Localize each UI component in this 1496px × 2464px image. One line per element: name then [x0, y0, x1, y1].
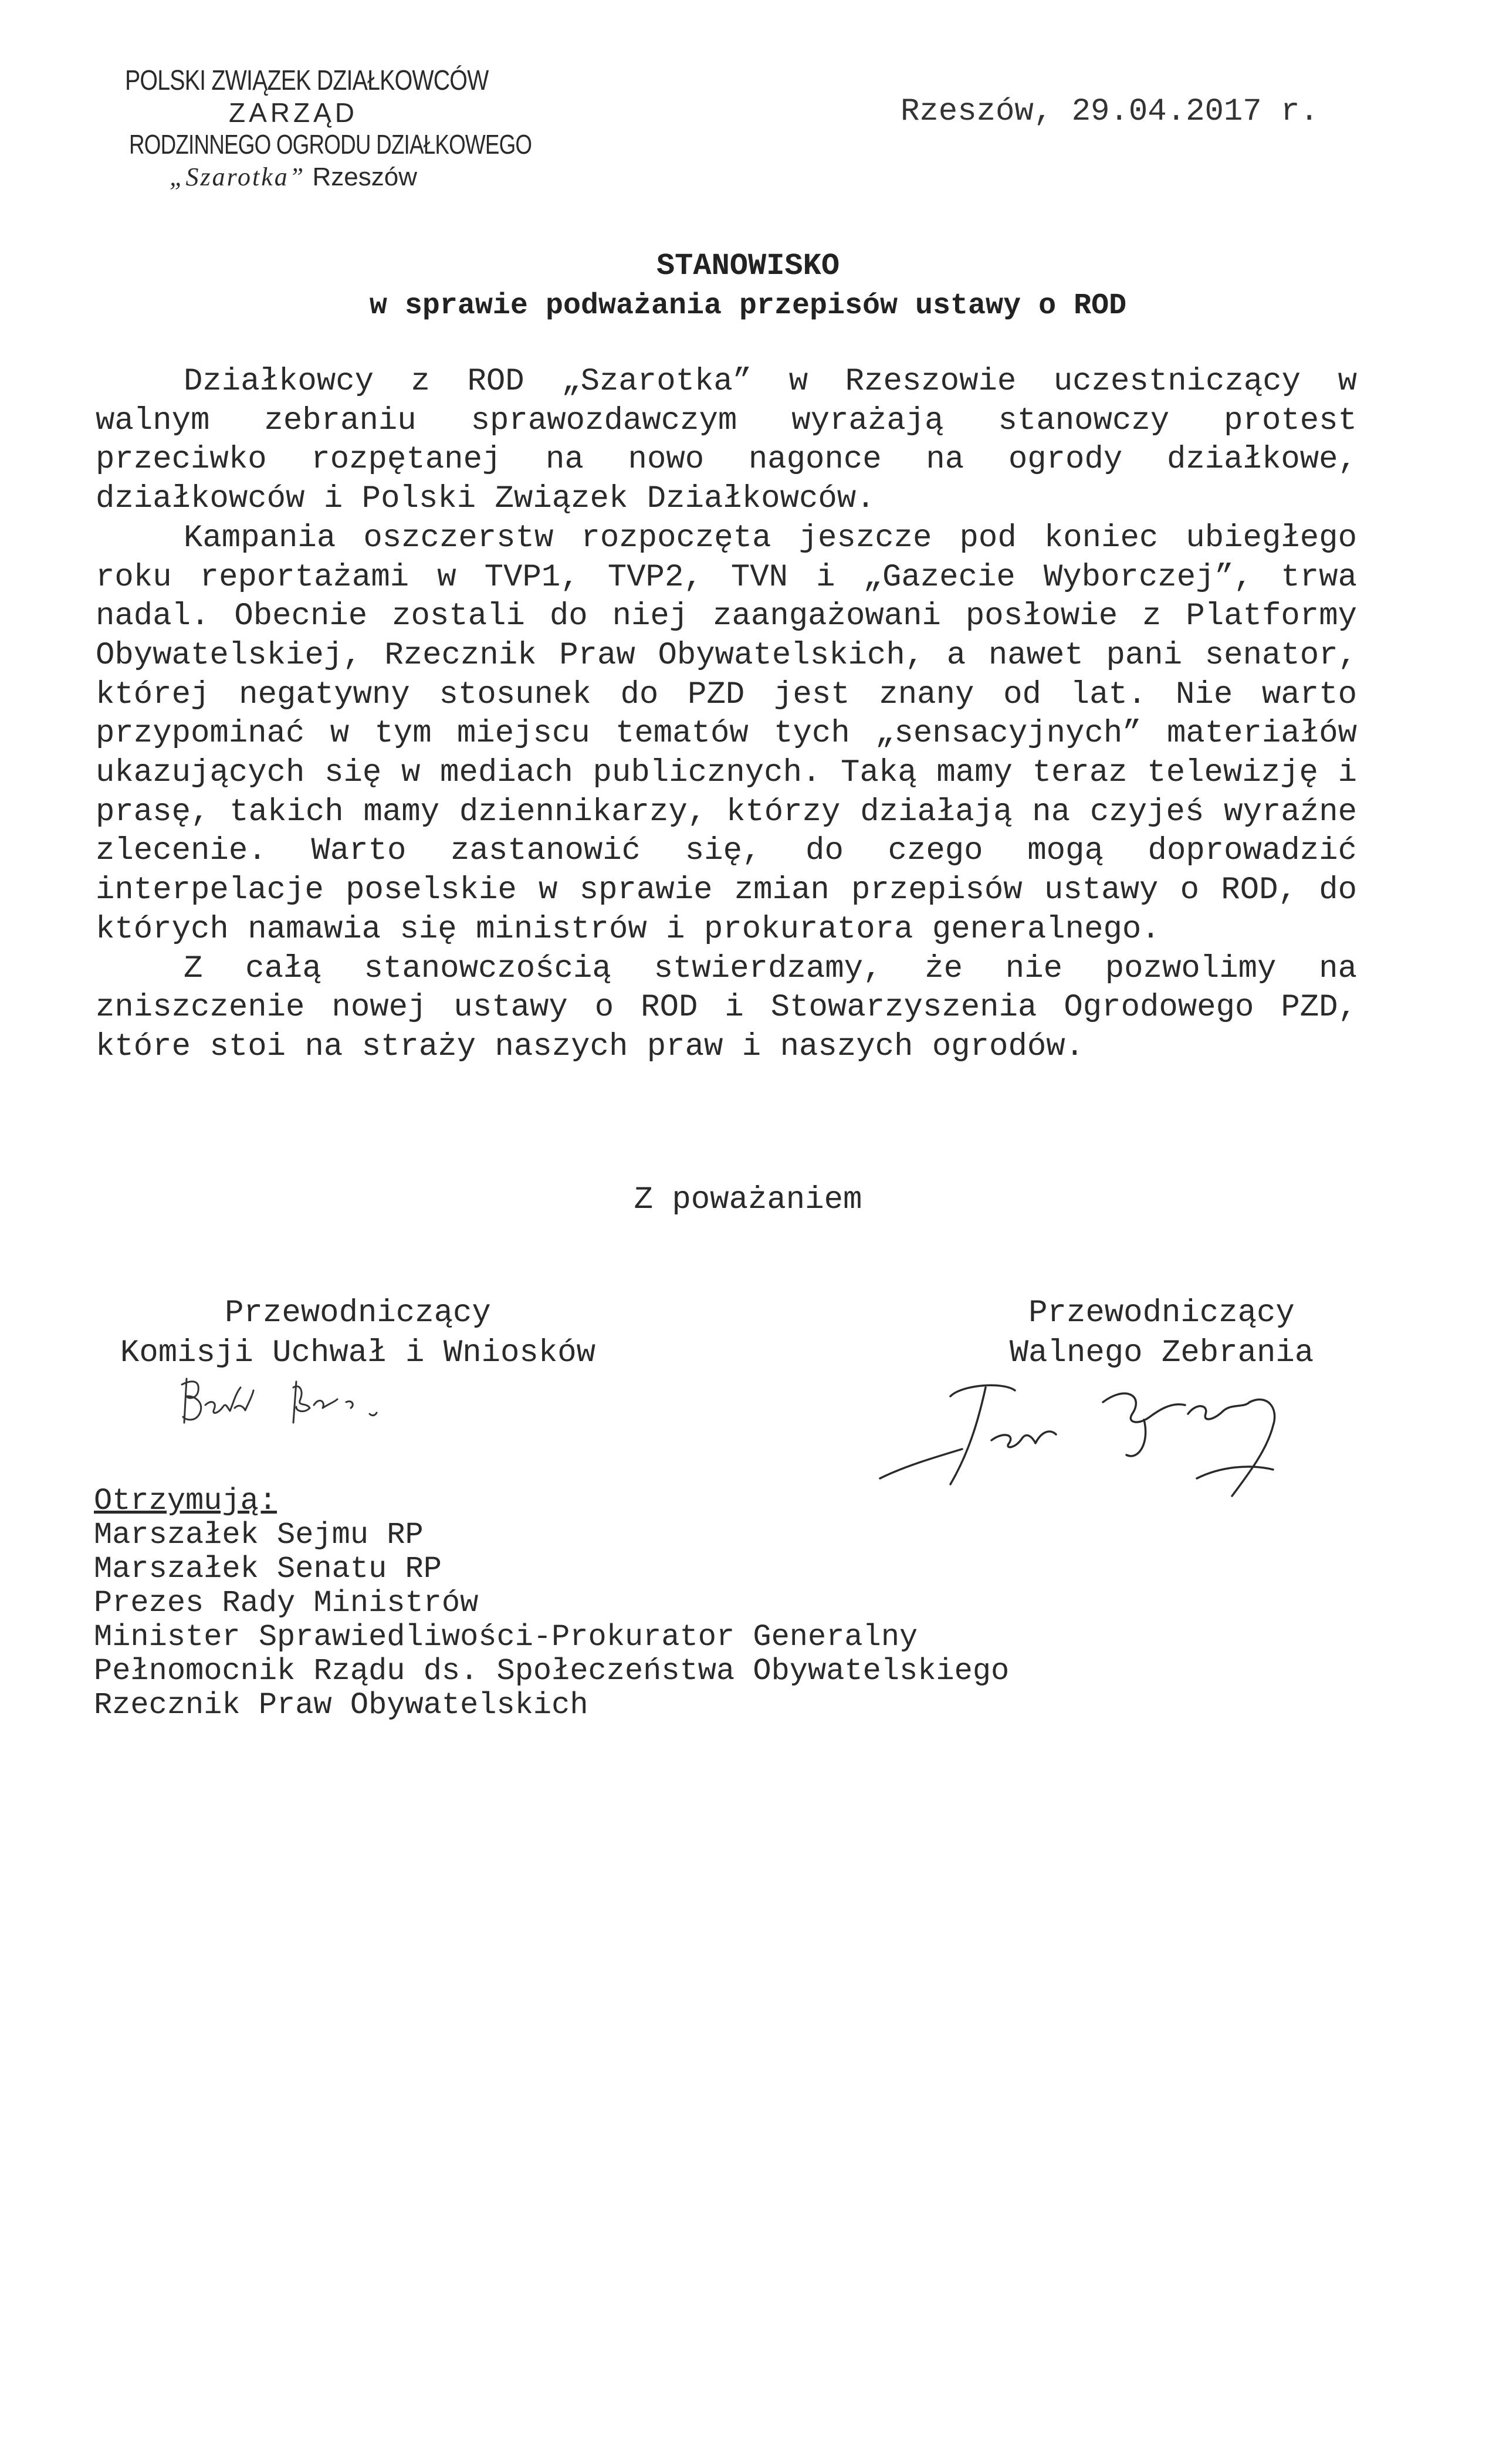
- stamp-garden-name: „Szarotka”: [169, 163, 306, 191]
- stamp-city: Rzeszów: [312, 163, 418, 191]
- recipient-item: Minister Sprawiedliwości-Prokurator Generalny: [94, 1620, 918, 1654]
- title-subheading: w sprawie podważania przepisów ustawy o ROD: [369, 289, 1127, 323]
- signatory-left-role: Przewodniczący: [225, 1295, 491, 1331]
- recipient-item: Pełnomocnik Rządu ds. Społeczeństwa Obywatelskiego: [94, 1654, 1010, 1688]
- document-title: [0, 246, 1496, 326]
- signatory-left-body: Komisji Uchwał i Wniosków: [120, 1335, 596, 1371]
- recipients-list: [94, 1518, 1009, 1722]
- recipients-heading: Otrzymują:: [94, 1484, 277, 1518]
- handwritten-signature-left: [176, 1367, 422, 1437]
- paragraph-1: Działkowcy z ROD „Szarotka” w Rzeszowie uczestniczący w walnym zebraniu sprawozdawczym wyrażają stanowczy protest przeciwko rozpętanej na nowo nagonce na ogrody działkowe, działkowców i Polski Związek Działkowców.: [96, 364, 1357, 517]
- signatory-left: [94, 1294, 622, 1373]
- signatory-right-role: Przewodniczący: [1028, 1295, 1295, 1331]
- stamp-line-3: RODZINNEGO OGRODU DZIAŁKOWEGO: [129, 129, 532, 160]
- title-heading: STANOWISKO: [656, 249, 840, 283]
- recipient-item: Rzecznik Praw Obywatelskich: [94, 1688, 588, 1722]
- paragraph-3: Z całą stanowczością stwierdzamy, że nie pozwolimy na zniszczenie nowej ustawy o ROD i Stowarzyszenia Ogrodowego PZD, które stoi na straży naszych praw i naszych ogrodów.: [96, 950, 1357, 1065]
- organization-stamp: [88, 65, 532, 194]
- document-date: Rzeszów, 29.04.2017 r.: [901, 94, 1319, 130]
- recipients-block: [94, 1484, 1009, 1722]
- stamp-line-1: POLSKI ZWIĄZEK DZIAŁKOWCÓW: [125, 65, 489, 96]
- closing-phrase: Z poważaniem: [634, 1182, 862, 1218]
- document-body: [96, 363, 1357, 1067]
- recipient-item: Prezes Rady Ministrów: [94, 1586, 479, 1620]
- recipient-item: Marszałek Senatu RP: [94, 1552, 442, 1586]
- stamp-line-2: ZARZĄD: [229, 97, 358, 128]
- stamp-line-4: [88, 161, 499, 194]
- signatory-right-body: Walnego Zebrania: [1009, 1335, 1314, 1371]
- paragraph-2: Kampania oszczerstw rozpoczęta jeszcze pod koniec ubiegłego roku reportażami w TVP1, TVP2, TVN i „Gazecie Wyborczej”, trwa nadal. Obecnie zostali do niej zaangażowani posłowie z Platformy Obywatelskiej, Rzecznik Praw Obywatelskich, a nawet pani senator, której negatywny stosunek do PZD jest znany od lat. Nie warto przypominać w tym miejscu tematów tych „sensacyjnych” materiałów ukazujących się w mediach publicznych. Taką mamy teraz telewizję i prasę, takich mamy dziennikarzy, którzy działają na czyjeś wyraźne zlecenie. Warto zastanowić się, do czego mogą doprowadzić interpelacje poselskie w sprawie zmian przepisów ustawy o ROD, do których namawia się ministrów i prokuratora generalnego.: [96, 520, 1357, 947]
- recipient-item: Marszałek Sejmu RP: [94, 1518, 424, 1552]
